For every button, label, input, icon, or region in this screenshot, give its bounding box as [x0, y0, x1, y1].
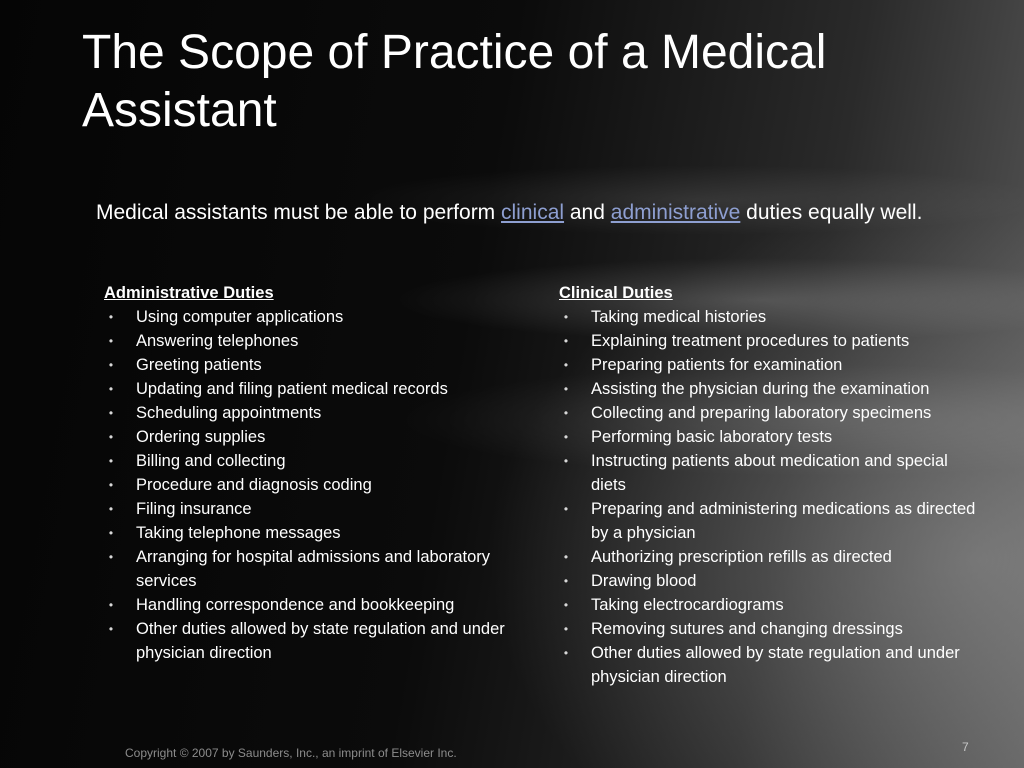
list-item-text: Explaining treatment procedures to patients — [591, 332, 910, 350]
bullet-icon: • — [108, 358, 114, 372]
list-item — [104, 377, 529, 401]
list-item-text: Performing basic laboratory tests — [591, 428, 833, 446]
list-item — [559, 329, 984, 353]
bullet-icon: • — [108, 334, 114, 348]
list-item-text: Filing insurance — [136, 500, 252, 518]
list-item-text: Answering telephones — [136, 332, 299, 350]
list-item — [559, 569, 984, 593]
bullet-icon: • — [563, 598, 569, 612]
bullet-icon: • — [108, 430, 114, 444]
list-item-text: Preparing and administering medications as directed by a physician — [591, 500, 976, 542]
list-item — [104, 425, 529, 449]
bullet-icon: • — [108, 406, 114, 420]
list-item-text: Using computer applications — [136, 308, 344, 326]
list-item — [559, 641, 984, 689]
list-item — [559, 377, 984, 401]
list-item — [104, 545, 529, 593]
bullet-icon: • — [563, 358, 569, 372]
list-item-text: Removing sutures and changing dressings — [591, 620, 903, 638]
list-item-text: Preparing patients for examination — [591, 356, 843, 374]
administrative-duties-list — [104, 305, 529, 665]
list-item-text: Arranging for hospital admissions and laboratory services — [136, 548, 491, 590]
list-item-text: Other duties allowed by state regulation and under physician direction — [591, 644, 960, 686]
list-item-text: Taking telephone messages — [136, 524, 341, 542]
bullet-icon: • — [563, 622, 569, 636]
list-item — [104, 473, 529, 497]
list-item-text: Procedure and diagnosis coding — [136, 476, 372, 494]
list-item — [559, 425, 984, 449]
list-item-text: Assisting the physician during the examination — [591, 380, 930, 398]
copyright-footer: Copyright © 2007 by Saunders, Inc., an imprint of Elsevier Inc. — [125, 746, 457, 760]
bullet-icon: • — [563, 334, 569, 348]
list-item-text: Billing and collecting — [136, 452, 286, 470]
list-item-text: Scheduling appointments — [136, 404, 322, 422]
bullet-icon: • — [563, 646, 569, 660]
intro-paragraph — [96, 198, 956, 228]
list-item-text: Handling correspondence and bookkeeping — [136, 596, 455, 614]
bullet-icon: • — [108, 550, 114, 564]
list-item — [559, 497, 984, 545]
bullet-icon: • — [108, 598, 114, 612]
list-item — [104, 401, 529, 425]
bullet-icon: • — [563, 502, 569, 516]
list-item-text: Other duties allowed by state regulation and under physician direction — [136, 620, 505, 662]
list-item — [559, 353, 984, 377]
bullet-icon: • — [563, 430, 569, 444]
bullet-icon: • — [108, 622, 114, 636]
list-item — [104, 617, 529, 665]
bullet-icon: • — [563, 574, 569, 588]
bullet-icon: • — [563, 310, 569, 324]
list-item — [104, 593, 529, 617]
intro-text-middle: and — [564, 201, 611, 224]
bullet-icon: • — [108, 310, 114, 324]
intro-text-start: Medical assistants must be able to perform — [96, 201, 502, 224]
list-item-text: Instructing patients about medication and special diets — [591, 452, 948, 494]
clinical-duties-column — [559, 281, 984, 689]
bullet-icon: • — [563, 550, 569, 564]
list-item-text: Updating and filing patient medical records — [136, 380, 448, 398]
list-item-text: Drawing blood — [591, 572, 697, 590]
list-item-text: Taking medical histories — [591, 308, 767, 326]
list-item — [559, 305, 984, 329]
bullet-icon: • — [108, 454, 114, 468]
clinical-duties-list — [559, 305, 984, 689]
list-item — [559, 449, 984, 497]
list-item-text: Taking electrocardiograms — [591, 596, 784, 614]
list-item — [104, 305, 529, 329]
bullet-icon: • — [108, 382, 114, 396]
bullet-icon: • — [563, 454, 569, 468]
bullet-icon: • — [108, 526, 114, 540]
bullet-icon: • — [563, 382, 569, 396]
administrative-duties-heading: Administrative Duties — [104, 284, 274, 302]
list-item — [104, 329, 529, 353]
list-item — [559, 617, 984, 641]
administrative-link[interactable]: administrative — [610, 201, 741, 224]
bullet-icon: • — [108, 502, 114, 516]
page-number: 7 — [962, 740, 969, 754]
bullet-icon: • — [108, 478, 114, 492]
list-item-text: Authorizing prescription refills as directed — [591, 548, 892, 566]
list-item — [104, 353, 529, 377]
list-item-text: Ordering supplies — [136, 428, 266, 446]
list-item-text: Greeting patients — [136, 356, 262, 374]
clinical-duties-heading: Clinical Duties — [559, 284, 673, 302]
list-item — [104, 521, 529, 545]
bullet-icon: • — [563, 406, 569, 420]
slide-title: The Scope of Practice of a Medical Assistant — [82, 26, 827, 137]
intro-text-end: duties equally well. — [740, 201, 923, 224]
administrative-duties-column — [104, 281, 529, 665]
list-item — [104, 449, 529, 473]
list-item-text: Collecting and preparing laboratory specimens — [591, 404, 932, 422]
list-item — [559, 545, 984, 569]
list-item — [559, 401, 984, 425]
list-item — [559, 593, 984, 617]
clinical-link[interactable]: clinical — [501, 201, 565, 224]
list-item — [104, 497, 529, 521]
